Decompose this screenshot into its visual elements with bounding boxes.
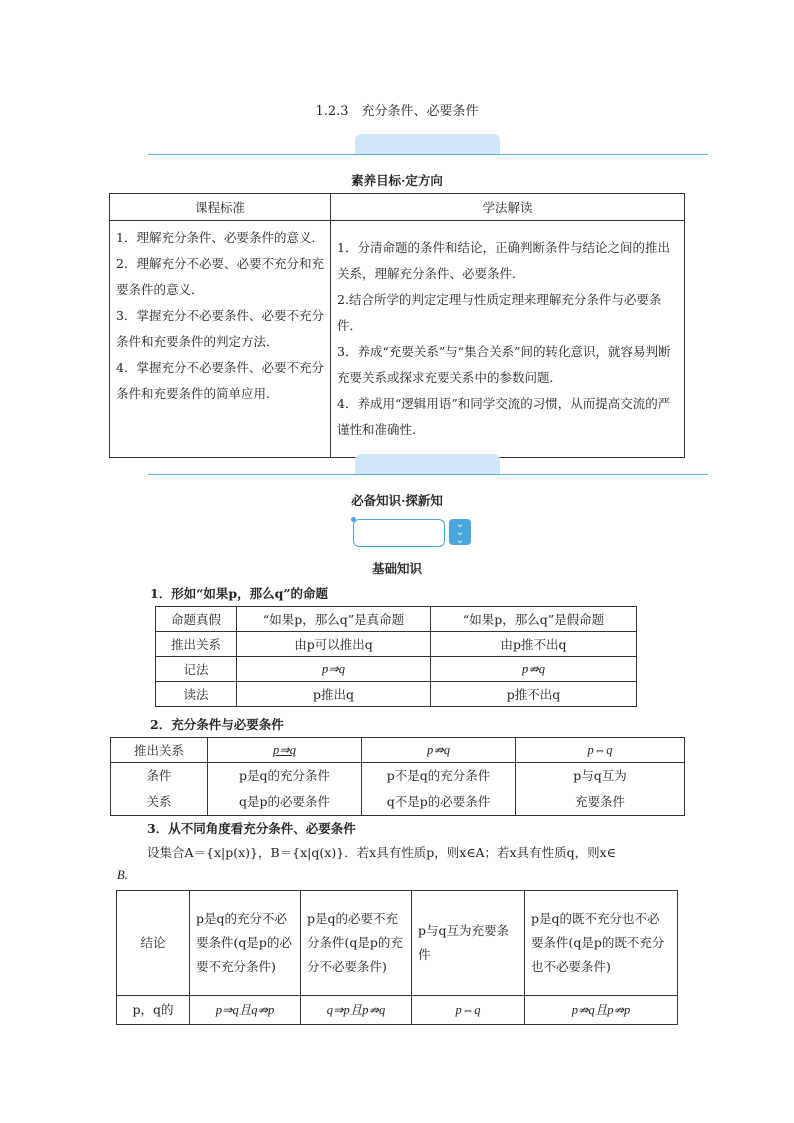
set-paragraph: 设集合A＝{x|p(x)}，B＝{x|q(x)}．若x具有性质p，则x∈A；若x具有性质q，则x∈ (147, 845, 616, 860)
goal-standard-item: 1．理解充分条件、必要条件的意义． (116, 230, 324, 245)
goals-standard-cell (110, 221, 331, 458)
t2-cell: 推出关系 (111, 738, 208, 763)
t2-cell: p⇏q (362, 738, 516, 763)
t2-line: p是q的充分条件 (238, 768, 330, 783)
t1-cell: 命题真假 (156, 607, 237, 632)
t1-cell: “如果p，那么q”是真命题 (237, 607, 431, 632)
section-divider (148, 474, 708, 475)
t3-cell: 结论 (117, 891, 190, 996)
t1-cell: p推不出q (431, 682, 637, 707)
goals-header-reading: 学法解读 (331, 194, 685, 221)
proposition-table (155, 606, 637, 707)
t3-cell: p是q的充分不必要条件(q是p的必要不充分条件) (190, 891, 301, 996)
t3-cell: p⇏q且p⇏p (525, 996, 678, 1025)
goal-reading-item: 1．分清命题的条件和结论，正确判断条件与结论之间的推出关系，理解充分条件、必要条件． (337, 240, 670, 281)
t1-cell: “如果p，那么q”是假命题 (431, 607, 637, 632)
t1-cell: p推出q (237, 682, 431, 707)
item1-title: 1．形如“如果p，那么q”的命题 (150, 586, 329, 601)
t2-cell (208, 738, 362, 763)
t2-cell (208, 763, 362, 816)
t1-cell: 由p可以推出q (237, 632, 431, 657)
item3-title: 3．从不同角度看充分条件、必要条件 (147, 821, 356, 836)
goal-standard-item: 4．掌握充分不必要条件、必要不充分条件和充要条件的简单应用. (116, 360, 324, 401)
heading-knowledge: 必备知识·探新知 (351, 493, 443, 508)
t2-line: 条件 (146, 768, 172, 783)
t2-line: p不是q的充分条件 (386, 768, 491, 783)
t2-cell (111, 763, 208, 816)
t1-cell: p⇒q (237, 657, 431, 682)
section-title: 1.2.3 充分条件、必要条件 (315, 104, 479, 119)
angle-table (116, 890, 678, 1025)
t2-line: q是p的必要条件 (238, 794, 330, 809)
set-paragraph-end: B. (117, 868, 128, 882)
t2-cell: p⇔q (516, 738, 685, 763)
section-tab-decoration (355, 454, 500, 474)
goals-table (109, 193, 685, 458)
goal-standard-item: 3．掌握充分不必要条件、必要不充分条件和充要条件的判定方法． (116, 308, 324, 349)
t3-cell: p是q的必要不充分条件(q是p的充分不必要条件) (301, 891, 412, 996)
goal-reading-item: 2.结合所学的判定定理与性质定理来理解充分条件与必要条件． (337, 292, 662, 333)
t1-cell: 记法 (156, 657, 237, 682)
t3-cell: p⇒q且q⇏p (190, 996, 301, 1025)
heading-basic: 基础知识 (371, 561, 422, 576)
t3-cell: p与q互为充要条件 (412, 891, 525, 996)
t2-line: q不是p的必要条件 (386, 794, 491, 809)
t3-cell: q⇒p且p⇏q (301, 996, 412, 1025)
t2-underlined: p⇒q (273, 743, 296, 757)
t1-cell: 推出关系 (156, 632, 237, 657)
t2-line: 充要条件 (574, 794, 625, 809)
t1-cell: 读法 (156, 682, 237, 707)
section-divider (148, 154, 708, 155)
goals-reading-cell (331, 221, 685, 458)
section-tab-decoration (355, 134, 500, 154)
goal-standard-item: 2．理解充分不必要、必要不充分和充要条件的意义． (116, 256, 324, 297)
goal-reading-item: 3．养成“充要关系”与“集合关系”间的转化意识，就容易判断充要关系或探求充要关系中的参数问题． (337, 344, 671, 385)
badge-dot (351, 517, 356, 522)
knowledge-badge-box (353, 519, 445, 547)
t2-cell (516, 763, 685, 816)
item2-title: 2．充分条件与必要条件 (150, 717, 284, 732)
chevron-down-icon: ⌄ ⌄ ⌄ (449, 519, 471, 545)
sufficient-necessary-table (110, 737, 685, 816)
t3-cell: p，q的 (117, 996, 190, 1025)
t2-line: p与q互为 (573, 768, 627, 783)
heading-goals: 素养目标·定方向 (351, 173, 443, 188)
t2-line: 关系 (146, 794, 172, 809)
t1-cell: 由p推不出q (431, 632, 637, 657)
t1-cell: p⇏q (431, 657, 637, 682)
t2-cell (362, 763, 516, 816)
goals-header-standard: 课程标准 (110, 194, 331, 221)
goal-reading-item: 4．养成用“逻辑用语”和同学交流的习惯，从而提高交流的严谨性和准确性. (337, 396, 671, 437)
t3-cell: p⇔q (412, 996, 525, 1025)
t3-cell: p是q的既不充分也不必要条件(q是p的既不充分也不必要条件) (525, 891, 678, 996)
